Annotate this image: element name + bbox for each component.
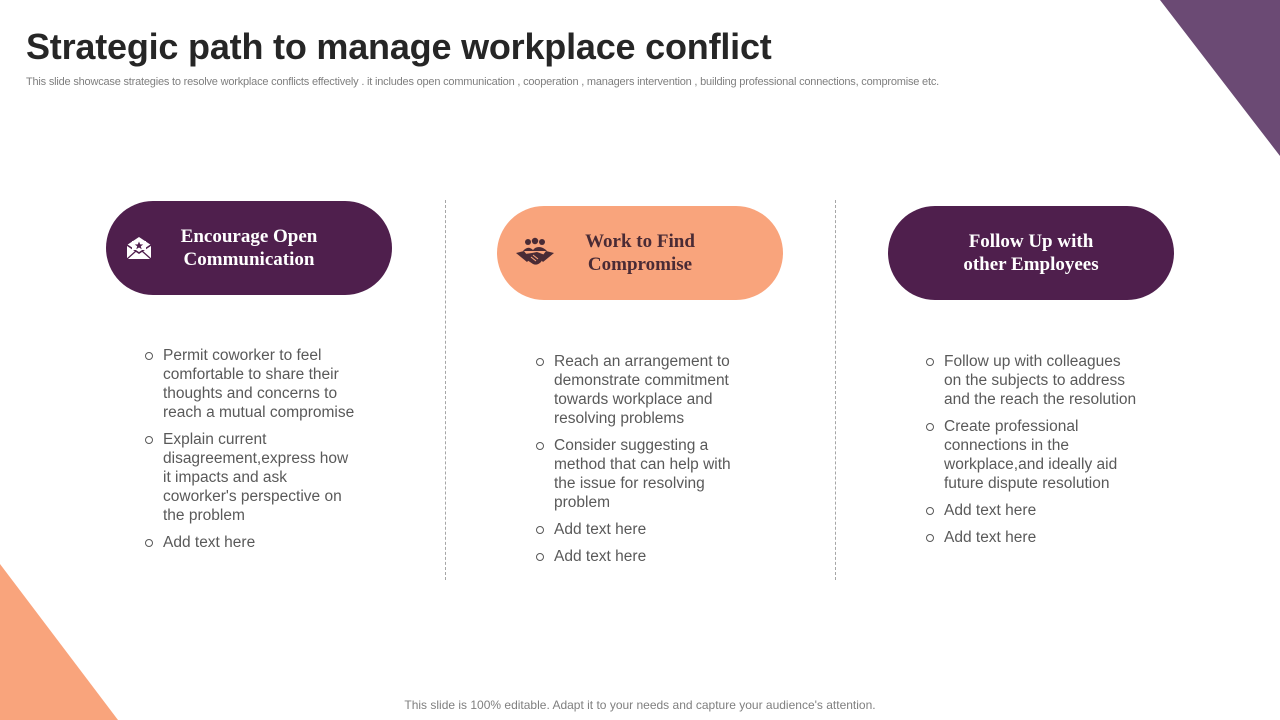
corner-decoration-top-right	[1160, 0, 1280, 156]
bullet-circle-icon	[536, 526, 544, 534]
bullet-item: Add text here	[536, 520, 751, 539]
strategy-header-compromise	[497, 206, 783, 300]
bullet-item: Consider suggesting a method that can help with the issue for resolving problem	[536, 436, 751, 512]
column-divider-1	[445, 200, 446, 580]
corner-decoration-bottom-left	[0, 564, 118, 720]
bullet-circle-icon	[536, 442, 544, 450]
bullet-circle-icon	[926, 423, 934, 431]
strategy-bullet-list-1	[145, 346, 360, 560]
strategy-title: Work to Find Compromise	[585, 231, 695, 275]
strategy-title: Encourage Open Communication	[180, 226, 318, 270]
slide-subtitle: This slide showcase strategies to resolve workplace conflicts effectively . it includes open communication , cooperation , managers intervention , building professional connections, compromise etc.	[26, 76, 939, 88]
bullet-item: Explain current disagreement,express how it impacts and ask coworker's perspective on the problem	[145, 430, 360, 525]
strategy-header-open-communication	[106, 201, 392, 295]
bullet-item: Follow up with colleagues on the subjects to address and the reach the resolution	[926, 352, 1141, 409]
bullet-item: Reach an arrangement to demonstrate commitment towards workplace and resolving problems	[536, 352, 751, 428]
envelope-star-icon	[125, 234, 153, 262]
slide-title: Strategic path to manage workplace conflict	[26, 26, 772, 67]
bullet-circle-icon	[145, 352, 153, 360]
strategy-bullet-list-3	[926, 352, 1141, 555]
bullet-item: Add text here	[536, 547, 751, 566]
column-divider-2	[835, 200, 836, 580]
bullet-item: Add text here	[145, 533, 360, 552]
bullet-item: Add text here	[926, 501, 1141, 520]
strategy-title: Follow Up with other Employees	[963, 231, 1099, 275]
bullet-circle-icon	[145, 539, 153, 547]
bullet-circle-icon	[926, 507, 934, 515]
bullet-circle-icon	[926, 358, 934, 366]
bullet-item: Add text here	[926, 528, 1141, 547]
slide-footer-note: This slide is 100% editable. Adapt it to your needs and capture your audience's attention.	[404, 698, 876, 712]
bullet-item: Permit coworker to feel comfortable to share their thoughts and concerns to reach a mutual compromise	[145, 346, 360, 422]
bullet-circle-icon	[926, 534, 934, 542]
strategy-header-follow-up	[888, 206, 1174, 300]
strategy-bullet-list-2	[536, 352, 751, 574]
handshake-team-icon	[515, 237, 555, 269]
bullet-item: Create professional connections in the workplace,and ideally aid future dispute resolution	[926, 417, 1141, 493]
bullet-circle-icon	[536, 358, 544, 366]
bullet-circle-icon	[145, 436, 153, 444]
bullet-circle-icon	[536, 553, 544, 561]
